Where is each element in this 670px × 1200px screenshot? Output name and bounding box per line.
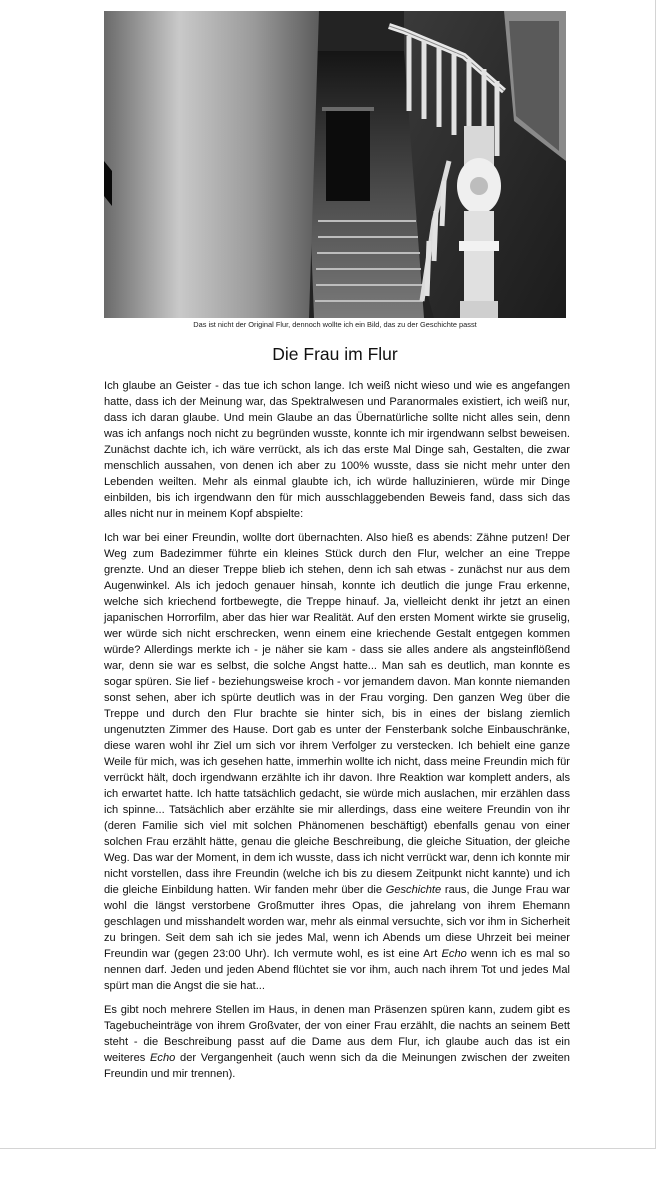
- page-title: Die Frau im Flur: [272, 344, 398, 364]
- paragraph-2-part-b: raus, die Junge Frau war wohl die längst verstorbene Großmutter ihres Opas, die jahrelang von ihrem Ehemann geschlagen und misshandelt worden war, mehr als einmal versuchte, sich vor ihm in Sicherheit zu bringen. Seit dem sah ich sie jedes Mal, wenn ich Abends um diese Uhrzeit bei meiner Freundin war (gegen 23:00 Uhr). Ich vermute wohl, es ist eine Art: [104, 884, 570, 960]
- paragraph-2-part-c: wenn ich es mal so nennen darf. Jeden und jeden Abend flüchtet sie vor ihm, auch nach ihrem Tot und jedes Mal spürt man die Angst die sie hat...: [104, 948, 570, 992]
- emphasis-echo: Echo: [441, 948, 467, 960]
- paragraph-3-part-b: der Vergangenheit (auch wenn sich da die Meinungen zwischen der zweiten Freundin und mir trennen).: [104, 1052, 570, 1080]
- story-body: [104, 378, 570, 1090]
- paragraph-2-part-a: Ich war bei einer Freundin, wollte dort übernachten. Also hieß es abends: Zähne putzen! Der Weg zum Badezimmer führte ein kleines Stück durch den Flur, welcher an eine Treppe grenzte. Und an dieser Treppe blieb ich stehen, denn ich sah etwas - zunächst nur aus dem Augenwinkel. Als ich jedoch genauer hinsah, konnte ich deutlich die junge Frau erkenne, welche sich kriechend fortbewegte, die Treppe hinauf. Ja, vielleicht denkt ihr jetzt an einen japanischen Horrorfilm, aber das hier war Realität. Auf den ersten Moment wirkte sie gruselig, wer würde sich nicht erschrecken, wenn einem eine kriechende Gestalt entgegen kommen würde? Allerdings merkte ich - je näher sie kam - dass sie alles andere als angsteinflößend war, denn sie war es selbst, die solche Angst hatte... Man sah es deutlich, man konnte es sogar spüren. Sie lief - beziehungsweise kroch - vor jemandem davon. Man konnte niemanden sonst sehen, aber ich spürte deutlich was in der Frau vorging. Den ganzen Weg über die Treppe und durch den Flur brachte sie hinter sich, bis in eines der bislang ziemlich ungenutzten Zimmer des Hause. Dort gab es unter der Fensterbank solche Einbauschränke, diese waren wohl ihr Ziel um sich vor ihrem Verfolger zu verstecken. Ich behielt eine ganze Weile für mich, was ich gesehen hatte, immerhin wollte ich nicht, dass meine Freundin mich für verrückt hält, doch irgendwann erzählte ich ihr davon. Ihre Reaktion war komplett anders, als ich erwartet hatte. Ich hatte tatsächlich gedacht, sie würde mich auslachen, mir erzählen dass ich spinne... Tatsächlich aber erzählte sie mir allerdings, dass eine weitere Freundin von ihr (deren Familie sich viel mit solchen Phänomenen beschäftigt) ebenfalls genau von einer solchen Frau erzählt hätte, genau die gleiche Beschreibung, die gleiche Situation, der gleiche Weg. Das war der Moment, in dem ich wusste, dass ich nicht verrückt war, denn ich konnte mir nicht vorstellen, dass ihre Freundin (welche ich bis zu diesem Zeitpunkt nicht kannte) und ich die gleiche Einbildung hatten. Wir fanden mehr über die: [104, 532, 570, 896]
- paragraph-3-part-a: Es gibt noch mehrere Stellen im Haus, in denen man Präsenzen spüren kann, zudem gibt es Tagebucheinträge von ihrem Großvater, der von einer Frau erzählt, die nachts an seinem Bett steht - die Beschreibung passt auf die Dame aus dem Flur, ich glaube auch das ist ein weiteres: [104, 1004, 570, 1064]
- photo-caption: Das ist nicht der Original Flur, dennoch wollte ich ein Bild, das zu der Geschichte passt: [193, 320, 477, 329]
- emphasis-geschichte: Geschichte: [385, 884, 442, 896]
- staircase-photo: [104, 11, 566, 318]
- paragraph-3: [104, 1002, 570, 1082]
- paragraph-1: Ich glaube an Geister - das tue ich schon lange. Ich weiß nicht wieso und wie es angefangen hatte, dass ich der Meinung war, das Spektralwesen und Paranormales existiert, ich weiß nur, dass ich daran glaube. Und mein Glaube an das Übernatürliche sollte nicht alles sein, denn was ich anfangs noch nicht zu begründen wusste, konnte ich mir irgendwann selbst beweisen. Zunächst dachte ich, ich wäre verrückt, als ich das erste Mal Dinge sah, Gestalten, die zwar menschlich aussahen, von denen ich aber zu 100% wusste, dass sie nicht mehr unter den Lebenden weilten. Mehr als einmal glaubte ich, ich würde halluzinieren, würde mir Dinge einbilden, bis ich irgendwann den für mich ausschlaggebenden Beweis fand, dass sich das alles nicht nur in meinem Kopf abspielte:: [104, 380, 570, 520]
- paragraph-2: [104, 530, 570, 994]
- emphasis-echo-2: Echo: [150, 1052, 176, 1064]
